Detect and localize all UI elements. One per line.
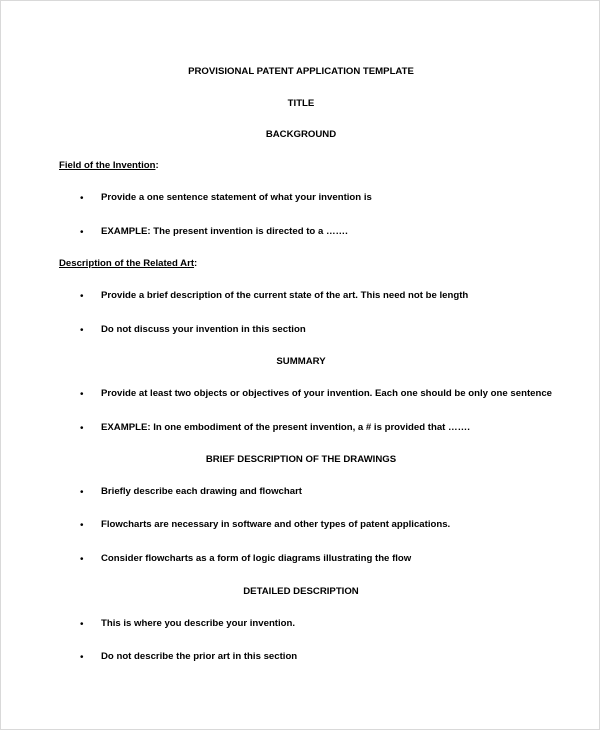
field-of-invention-label: Field of the Invention	[59, 160, 156, 171]
list-item: Do not describe the prior art in this section	[101, 651, 298, 662]
summary-heading: SUMMARY	[276, 356, 326, 367]
list-item: EXAMPLE: In one embodiment of the present invention, a # is provided that …….	[101, 422, 470, 433]
list-item: Flowcharts are necessary in software and other types of patent applications.	[101, 519, 451, 530]
bullet-icon: •	[80, 227, 84, 238]
related-art-colon: :	[194, 258, 198, 269]
background-heading: BACKGROUND	[265, 129, 337, 140]
bullet-icon: •	[80, 325, 84, 336]
list-item: This is where you describe your invention.	[101, 618, 296, 629]
list-item: Briefly describe each drawing and flowchart	[101, 486, 302, 497]
bullet-icon: •	[80, 554, 84, 565]
field-of-invention-heading	[59, 160, 159, 172]
bullet-icon: •	[80, 520, 84, 531]
bullet-icon: •	[80, 291, 84, 302]
list-item: Consider flowcharts as a form of logic diagrams illustrating the flow	[101, 553, 412, 564]
list-item: Do not discuss your invention in this section	[101, 324, 306, 335]
drawings-heading: BRIEF DESCRIPTION OF THE DRAWINGS	[205, 454, 397, 465]
list-item: Provide at least two objects or objectives of your invention. Each one should be only one sentence	[101, 388, 552, 399]
detailed-heading: DETAILED DESCRIPTION	[243, 586, 359, 597]
bullet-icon: •	[80, 193, 84, 204]
title-placeholder: TITLE	[287, 98, 315, 109]
bullet-icon: •	[80, 619, 84, 630]
list-item: Provide a one sentence statement of what your invention is	[101, 192, 372, 203]
bullet-icon: •	[80, 652, 84, 663]
list-item: EXAMPLE: The present invention is directed to a …….	[101, 226, 348, 237]
document-title: PROVISIONAL PATENT APPLICATION TEMPLATE	[188, 66, 414, 77]
related-art-label: Description of the Related Art	[59, 258, 195, 269]
bullet-icon: •	[80, 423, 84, 434]
related-art-heading	[59, 258, 197, 270]
list-item: Provide a brief description of the current state of the art. This need not be length	[101, 290, 469, 301]
bullet-icon: •	[80, 389, 84, 400]
field-of-invention-colon: :	[155, 160, 159, 171]
bullet-icon: •	[80, 487, 84, 498]
